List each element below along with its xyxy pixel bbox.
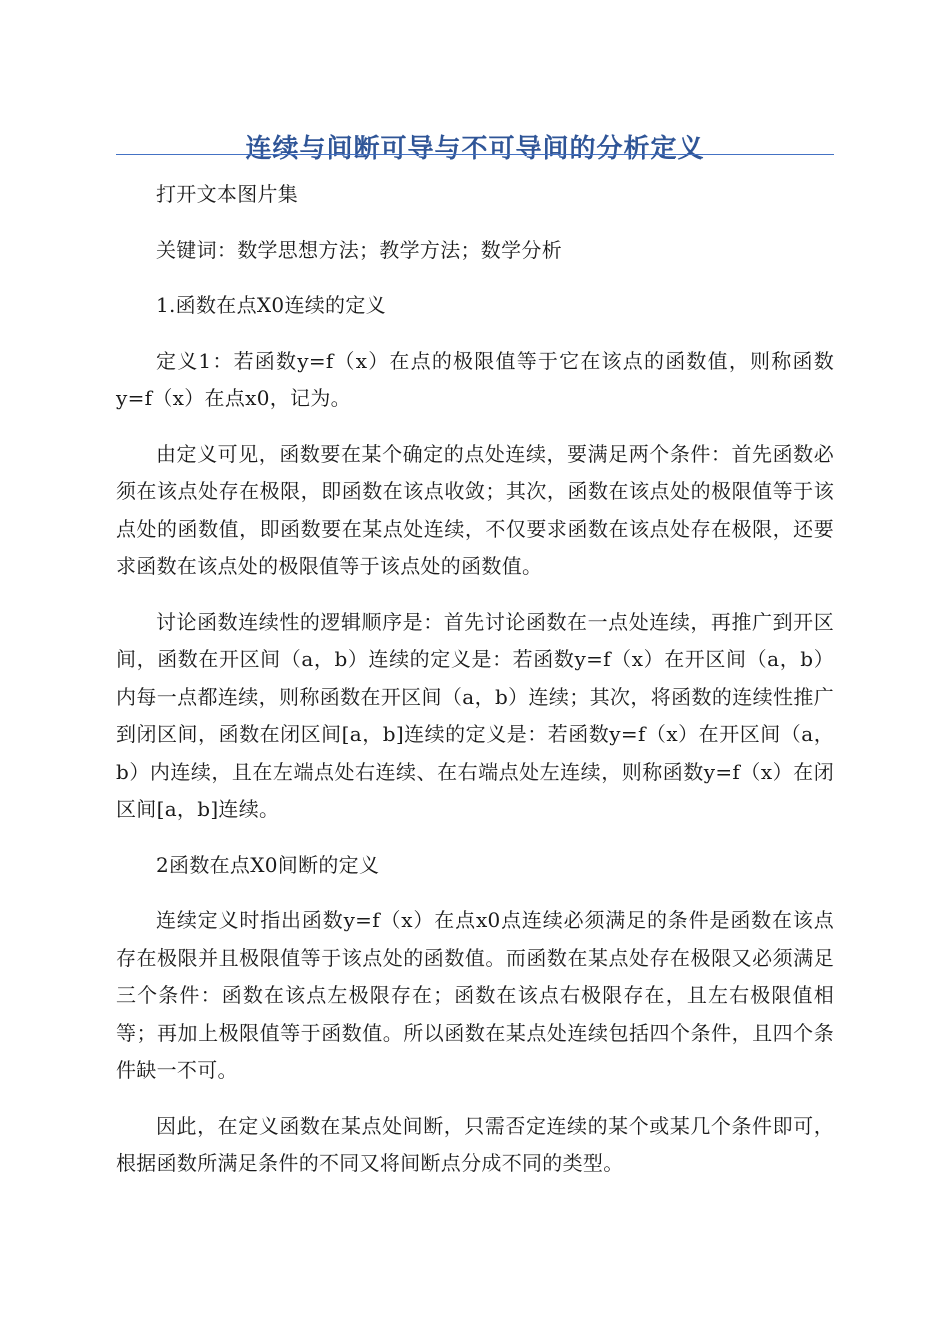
paragraph-continuity-conditions: 由定义可见，函数要在某个确定的点处连续，要满足两个条件：首先函数必须在该点处存在极限，即函数在该点收敛；其次，函数在该点处的极限值等于该点处的函数值，即函数要在某点处连续，不仅要求函数在该点处存在极限，还要求函数在该点处的极限值等于该点处的函数值。: [116, 441, 834, 578]
document-body: [116, 176, 834, 1201]
paragraph-interval-continuity: 讨论函数连续性的逻辑顺序是：首先讨论函数在一点处连续，再推广到开区间，函数在开区间（a，b）连续的定义是：若函数y=f（x）在开区间（a，b）内每一点都连续，则称函数在开区间（a，b）连续；其次，将函数的连续性推广到闭区间，函数在闭区间[a，b]连续的定义是：若函数y=f（x）在开区间（a，b）内连续，且在左端点处右连续、在右端点处左连续，则称函数y=f（x）在闭区间[a，b]连续。: [116, 609, 834, 821]
paragraph-discontinuity-types: 因此，在定义函数在某点处间断，只需否定连续的某个或某几个条件即可，根据函数所满足条件的不同又将间断点分成不同的类型。: [116, 1113, 834, 1175]
section-heading-continuity: 1.函数在点X0连续的定义: [156, 293, 386, 317]
paragraph-definition-1: 定义1：若函数y=f（x）在点的极限值等于它在该点的函数值，则称函数y=f（x）在点x0，记为。: [116, 348, 834, 410]
paragraph-keywords: 关键词：数学思想方法；教学方法；数学分析: [156, 237, 562, 262]
title-underline: [116, 154, 834, 155]
paragraph-limit-conditions: 连续定义时指出函数y=f（x）在点x0点连续必须满足的条件是函数在该点存在极限并且极限值等于该点处的函数值。而函数在某点处存在极限又必须满足三个条件：函数在该点左极限存在；函数在该点右极限存在，且左右极限值相等；再加上极限值等于函数值。所以函数在某点处连续包括四个条件，且四个条件缺一不可。: [116, 908, 834, 1082]
document-title: 连续与间断可导与不可导间的分析定义: [245, 134, 705, 165]
section-heading-discontinuity: 2函数在点X0间断的定义: [156, 852, 380, 877]
paragraph-image-collection: 打开文本图片集: [156, 182, 299, 206]
